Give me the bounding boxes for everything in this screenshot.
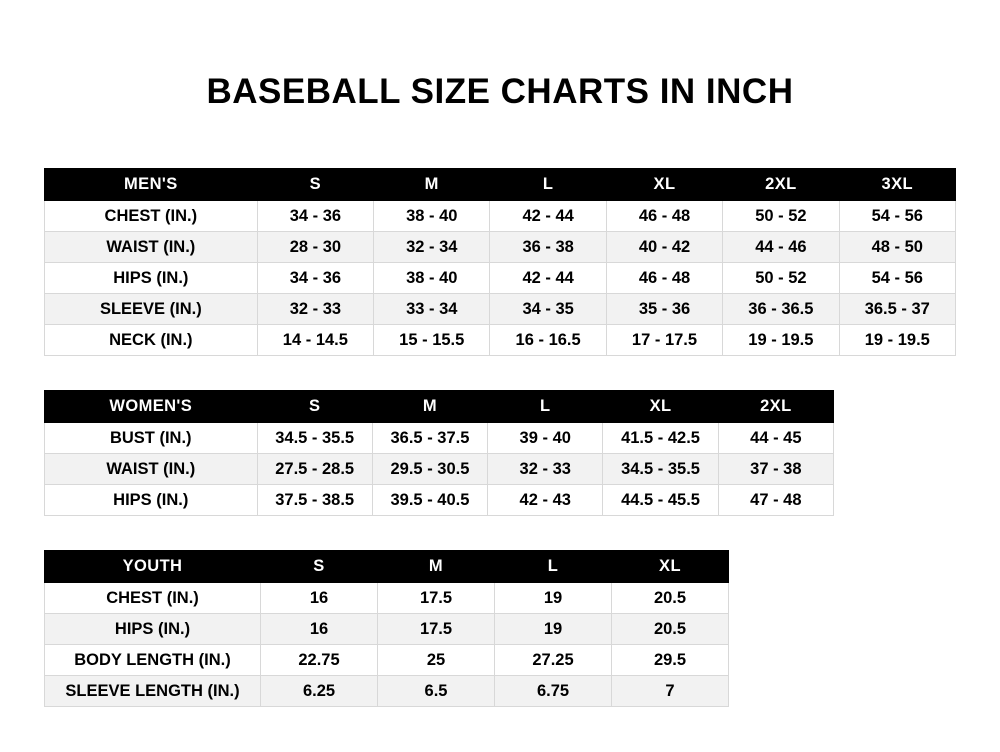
row-label: HIPS (IN.) <box>45 263 258 294</box>
mens-header-2xl: 2XL <box>723 169 839 201</box>
cell-value: 39 - 40 <box>488 423 603 454</box>
youth-size-chart <box>44 550 729 707</box>
table-row <box>45 201 956 232</box>
table-row <box>45 454 834 485</box>
table-row <box>45 583 729 614</box>
row-label: SLEEVE LENGTH (IN.) <box>45 676 261 707</box>
row-label: SLEEVE (IN.) <box>45 294 258 325</box>
cell-value: 39.5 - 40.5 <box>372 485 487 516</box>
cell-value: 19 - 19.5 <box>723 325 839 356</box>
cell-value: 6.75 <box>495 676 612 707</box>
cell-value: 42 - 44 <box>490 201 606 232</box>
table-row <box>45 676 729 707</box>
cell-value: 42 - 43 <box>488 485 603 516</box>
table-row <box>45 294 956 325</box>
page-title: BASEBALL SIZE CHARTS IN INCH <box>206 72 794 111</box>
youth-header-category: YOUTH <box>45 551 261 583</box>
cell-value: 27.5 - 28.5 <box>257 454 372 485</box>
cell-value: 17 - 17.5 <box>606 325 722 356</box>
cell-value: 48 - 50 <box>839 232 955 263</box>
cell-value: 38 - 40 <box>374 263 490 294</box>
cell-value: 37.5 - 38.5 <box>257 485 372 516</box>
row-label: NECK (IN.) <box>45 325 258 356</box>
row-label: WAIST (IN.) <box>45 232 258 263</box>
cell-value: 41.5 - 42.5 <box>603 423 718 454</box>
cell-value: 36.5 - 37.5 <box>372 423 487 454</box>
youth-header-s: S <box>261 551 378 583</box>
cell-value: 36 - 36.5 <box>723 294 839 325</box>
table-row <box>45 485 834 516</box>
cell-value: 34 - 35 <box>490 294 606 325</box>
cell-value: 32 - 33 <box>257 294 373 325</box>
youth-header-xl: XL <box>612 551 729 583</box>
cell-value: 17.5 <box>378 614 495 645</box>
cell-value: 27.25 <box>495 645 612 676</box>
cell-value: 16 <box>261 614 378 645</box>
cell-value: 19 <box>495 614 612 645</box>
mens-header-l: L <box>490 169 606 201</box>
cell-value: 34 - 36 <box>257 263 373 294</box>
cell-value: 32 - 34 <box>374 232 490 263</box>
womens-header-s: S <box>257 391 372 423</box>
womens-table-header <box>45 391 834 423</box>
row-label: HIPS (IN.) <box>45 485 258 516</box>
womens-header-category: WOMEN'S <box>45 391 258 423</box>
cell-value: 33 - 34 <box>374 294 490 325</box>
cell-value: 44.5 - 45.5 <box>603 485 718 516</box>
youth-table-header <box>45 551 729 583</box>
cell-value: 35 - 36 <box>606 294 722 325</box>
cell-value: 54 - 56 <box>839 263 955 294</box>
womens-header-l: L <box>488 391 603 423</box>
cell-value: 32 - 33 <box>488 454 603 485</box>
cell-value: 22.75 <box>261 645 378 676</box>
mens-size-chart <box>44 168 956 356</box>
cell-value: 29.5 - 30.5 <box>372 454 487 485</box>
cell-value: 46 - 48 <box>606 201 722 232</box>
womens-header-m: M <box>372 391 487 423</box>
cell-value: 50 - 52 <box>723 201 839 232</box>
table-row <box>45 263 956 294</box>
cell-value: 19 <box>495 583 612 614</box>
row-label: WAIST (IN.) <box>45 454 258 485</box>
womens-header-xl: XL <box>603 391 718 423</box>
womens-size-chart <box>44 390 834 516</box>
womens-header-2xl: 2XL <box>718 391 833 423</box>
cell-value: 37 - 38 <box>718 454 833 485</box>
cell-value: 15 - 15.5 <box>374 325 490 356</box>
cell-value: 34 - 36 <box>257 201 373 232</box>
table-header-row <box>45 551 729 583</box>
cell-value: 19 - 19.5 <box>839 325 955 356</box>
row-label: CHEST (IN.) <box>45 201 258 232</box>
youth-table-body <box>45 583 729 707</box>
row-label: HIPS (IN.) <box>45 614 261 645</box>
mens-header-s: S <box>257 169 373 201</box>
cell-value: 42 - 44 <box>490 263 606 294</box>
mens-table-body <box>45 201 956 356</box>
row-label: CHEST (IN.) <box>45 583 261 614</box>
cell-value: 6.5 <box>378 676 495 707</box>
table-row <box>45 645 729 676</box>
youth-header-m: M <box>378 551 495 583</box>
table-row <box>45 232 956 263</box>
cell-value: 40 - 42 <box>606 232 722 263</box>
row-label: BUST (IN.) <box>45 423 258 454</box>
cell-value: 47 - 48 <box>718 485 833 516</box>
cell-value: 17.5 <box>378 583 495 614</box>
youth-header-l: L <box>495 551 612 583</box>
cell-value: 34.5 - 35.5 <box>603 454 718 485</box>
mens-table-header <box>45 169 956 201</box>
cell-value: 36.5 - 37 <box>839 294 955 325</box>
cell-value: 38 - 40 <box>374 201 490 232</box>
cell-value: 29.5 <box>612 645 729 676</box>
cell-value: 50 - 52 <box>723 263 839 294</box>
mens-header-3xl: 3XL <box>839 169 955 201</box>
cell-value: 54 - 56 <box>839 201 955 232</box>
cell-value: 44 - 46 <box>723 232 839 263</box>
table-header-row <box>45 169 956 201</box>
mens-header-category: MEN'S <box>45 169 258 201</box>
table-row <box>45 423 834 454</box>
tables-container <box>0 168 1000 707</box>
cell-value: 14 - 14.5 <box>257 325 373 356</box>
table-header-row <box>45 391 834 423</box>
mens-header-m: M <box>374 169 490 201</box>
cell-value: 25 <box>378 645 495 676</box>
cell-value: 7 <box>612 676 729 707</box>
cell-value: 20.5 <box>612 614 729 645</box>
cell-value: 46 - 48 <box>606 263 722 294</box>
cell-value: 44 - 45 <box>718 423 833 454</box>
cell-value: 34.5 - 35.5 <box>257 423 372 454</box>
womens-table-body <box>45 423 834 516</box>
cell-value: 6.25 <box>261 676 378 707</box>
row-label: BODY LENGTH (IN.) <box>45 645 261 676</box>
cell-value: 28 - 30 <box>257 232 373 263</box>
table-row <box>45 325 956 356</box>
cell-value: 20.5 <box>612 583 729 614</box>
mens-header-xl: XL <box>606 169 722 201</box>
table-row <box>45 614 729 645</box>
cell-value: 16 <box>261 583 378 614</box>
cell-value: 36 - 38 <box>490 232 606 263</box>
cell-value: 16 - 16.5 <box>490 325 606 356</box>
